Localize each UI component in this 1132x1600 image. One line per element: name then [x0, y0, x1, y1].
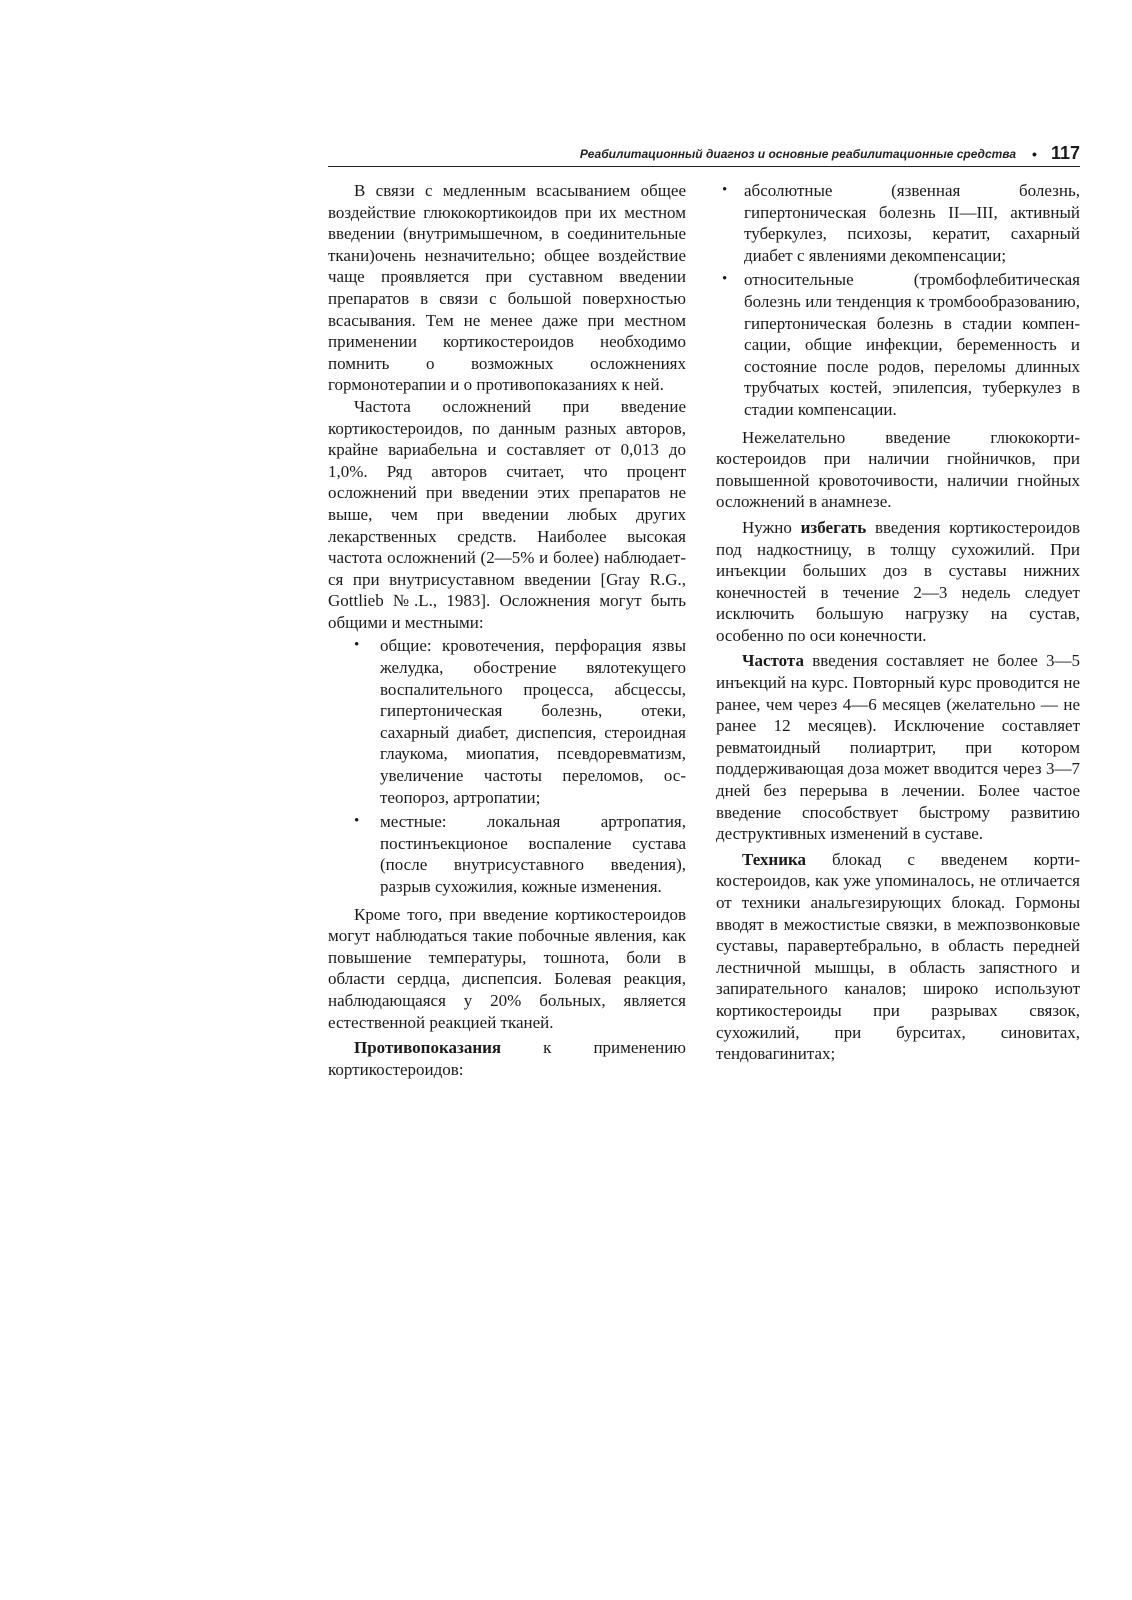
bold-term: Частота [742, 651, 804, 671]
header-bullet: • [1032, 146, 1037, 162]
running-head [328, 141, 1080, 167]
paragraph [716, 849, 1080, 1065]
complications-list [328, 635, 686, 897]
page-number: 117 [1050, 143, 1080, 163]
bold-term: избегать [800, 517, 867, 537]
paragraph-text: блокад с введенем кортикостероидов, как уже упоминалось, не отличается от техники анальгезирующих блокад. Гормоны вводят в межостистые связки, в межпозвонковые суставы, паравертебрально, в область передней лестничной мышцы, в область запястного и запирательного каналов; широко используют кортикостероиды при разрывах связок, сухожилий, при бурситах, синовитах, тендовагинитах; [716, 849, 1080, 1064]
paragraph: Нежелательно введение глюкокортикостероидов при наличии гнойничков, при повышенной кровоточивости, наличии гнойных осложнений в анамнезе. [716, 427, 1080, 512]
list-item: • абсолютные (язвенная болезнь, гипертоническая болезнь II—III, активный туберкулез, психозы, кератит, сахарный диабет с явлениями декомпенсации; [716, 180, 1080, 266]
left-column [328, 180, 686, 1080]
list-item: • местные: локальная артропатия, постинъекционое воспаление сустава (после внутрисуставного введения), разрыв сухожилия, кожные изменения. [328, 811, 686, 897]
bold-term: Техника [742, 849, 807, 869]
paragraph-text: введения кортикостероидов под надкостницу, в толщу сухожилий. При инъекции больших доз в суставы нижних конечностей в течение 2—3 недель следует исключить большую нагрузку на сустав, особенно по оси конечности. [716, 517, 1080, 645]
paragraph [328, 1037, 686, 1080]
paragraph [716, 650, 1080, 844]
bold-term: Противопоказания [354, 1038, 502, 1058]
list-item: • общие: кровотечения, перфорация язвы желудка, обострение вялотекущего воспалительного процесса, абсцессы, гипертоническая болезнь, отеки, сахарный диабет, диспепсия, стероидная глаукома, миопатия, псевдоревматизм, увеличение частоты переломов, остеопороз, артропатии; [328, 635, 686, 808]
paragraph: Кроме того, при введение кортикостероидов могут наблюдаться такие побочные явления, как повышение температуры, тошнота, боли в области сердца, диспепсия. Болевая реакция, наблюдающаяся у 20% больных, является естественной реакцией тканей. [328, 904, 686, 1032]
list-item: • относительные (тромбофлебитическая болезнь или тенденция к тромбообразованию, гипертоническая болезнь в стадии компенсации, общие инфекции, беременность и состояние после родов, переломы длинных трубчатых костей, эпилепсия, туберкулез в стадии компенсации. [716, 269, 1080, 420]
running-title: Реабилитационный диагноз и основные реабилитационные средства [579, 147, 1017, 161]
paragraph: Частота осложнений при введение кортикостероидов, по данным разных авторов, крайне вариабельна и составляет от 0,013 до 1,0%. Ряд авторов считает, что процент осложнений при введении этих препаратов не выше, чем при введении любых других лекарственных средств. Наиболее высокая частота осложнений (2—5% и более) наблюдается при внутрисуставном введении [Gray R.G., Gottlieb №.L., 1983]. Осложнения могут быть общими и местными: [328, 396, 686, 632]
paragraph-text: Нужно [742, 517, 801, 537]
paragraph-text: введения составляет не более 3—5 инъекций на курс. Повторный курс проводится не ранее, чем через 4—6 месяцев (желательно — не ранее 12 месяцев). Исключение составляет ревматоидный полиартрит, при котором поддерживающая доза может вводится через 3—7 дней без перерыва в лечении. Более частое введение способствует быстрому развитию деструктивных изменений в суставе. [716, 651, 1080, 844]
contraindications-list [716, 180, 1080, 421]
paragraph-text: к применению кортикостероидов: [328, 1038, 686, 1079]
paragraph: В связи с медленным всасыванием общее воздействие глюкокортикоидов при их местном введении (внутримышечном, в соединительные ткани)очень незначительно; общее воздействие чаще проявляется при суставном введении препаратов в связи с большой поверхностью всасывания. Тем не менее даже при местном применении кортикостероидов необходимо помнить о возможных осложнениях гормонотерапии и о противопоказаниях к ней. [328, 181, 686, 395]
paragraph [716, 517, 1080, 647]
right-column [716, 180, 1080, 1065]
